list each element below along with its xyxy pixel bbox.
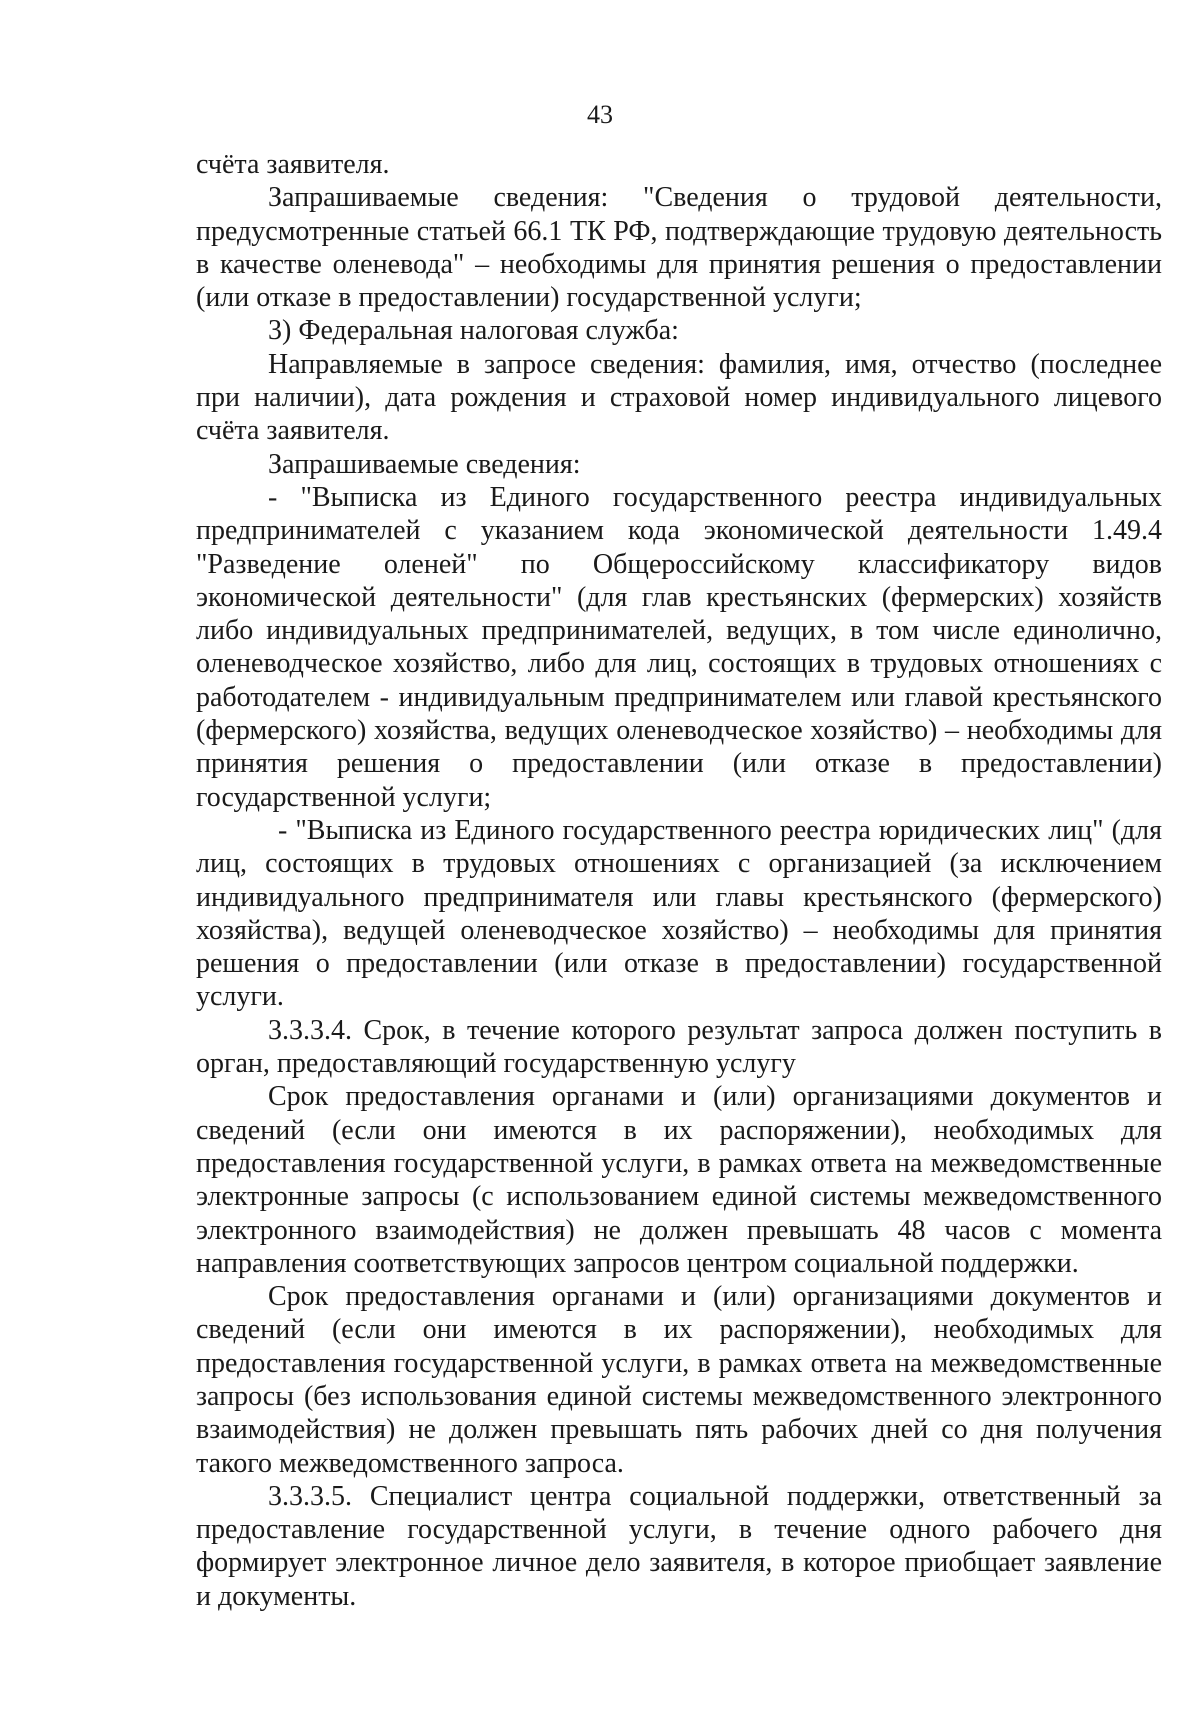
paragraph-2: Запрашиваемые сведения: "Сведения о трудовой деятельности, предусмотренные статьей 66.1 ТК РФ, подтверждающие трудовую деятельность в качестве оленевода" – необходимы для принятия решения о предоставлении (или отказе в предоставлении) государственной услуги; (196, 182, 1162, 314)
paragraph-10: Срок предоставления органами и (или) организациями документов и сведений (если они имеются в их распоряжении), необходимых для предоставления государственной услуги, в рамках ответа на межведомственные запросы (без использования единой системы межведомственного электронного взаимодействия) не должен превышать пять рабочих дней со дня получения такого межведомственного запроса. (196, 1281, 1162, 1479)
paragraph-6: - "Выписка из Единого государственного реестра индивидуальных предпринимателей с указанием кода экономической деятельности 1.49.4 "Разведение оленей" по Общероссийскому классификатору видов экономической деятельности" (для глав крестьянских (фермерских) хозяйств либо индивидуальных предпринимателей, ведущих, в том числе единолично, оленеводческое хозяйство, либо для лиц, состоящих в трудовых отношениях с работодателем - индивидуальным предпринимателем или главой крестьянского (фермерского) хозяйства, ведущих оленеводческое хозяйство) – необходимы для принятия решения о предоставлении (или отказе в предоставлении) государственной услуги; (196, 481, 1162, 813)
paragraph-8: 3.3.3.4. Срок, в течение которого результат запроса должен поступить в орган, предоставляющий государственную услугу (196, 1014, 1162, 1080)
paragraph-9: Срок предоставления органами и (или) организациями документов и сведений (если они имеются в их распоряжении), необходимых для предоставления государственной услуги, в рамках ответа на межведомственные электронные запросы (с использованием единой системы межведомственного электронного взаимодействия) не должен превышать 48 часов с момента направления соответствующих запросов центром социальной поддержки. (196, 1081, 1162, 1279)
paragraph-5: Запрашиваемые сведения: (268, 448, 581, 480)
paragraph-11: 3.3.3.5. Специалист центра социальной поддержки, ответственный за предоставление государственной услуги, в течение одного рабочего дня формирует электронное личное дело заявителя, в которое приобщает заявление и документы. (196, 1480, 1162, 1612)
paragraph-4: Направляемые в запросе сведения: фамилия, имя, отчество (последнее при наличии), дата рождения и страховой номер индивидуального лицевого счёта заявителя. (196, 348, 1162, 447)
paragraph-7: - "Выписка из Единого государственного реестра юридических лиц" (для лиц, состоящих в трудовых отношениях с организацией (за исключением индивидуального предпринимателя или главы крестьянского (фермерского) хозяйства), ведущей оленеводческое хозяйство) – необходимы для принятия решения о предоставлении (или отказе в предоставлении) государственной услуги. (196, 814, 1162, 1013)
paragraph-1: счёта заявителя. (196, 149, 390, 180)
document-body (196, 148, 1162, 1613)
paragraph-3: 3) Федеральная налоговая служба: (268, 315, 679, 347)
page-number: 43 (587, 100, 613, 129)
